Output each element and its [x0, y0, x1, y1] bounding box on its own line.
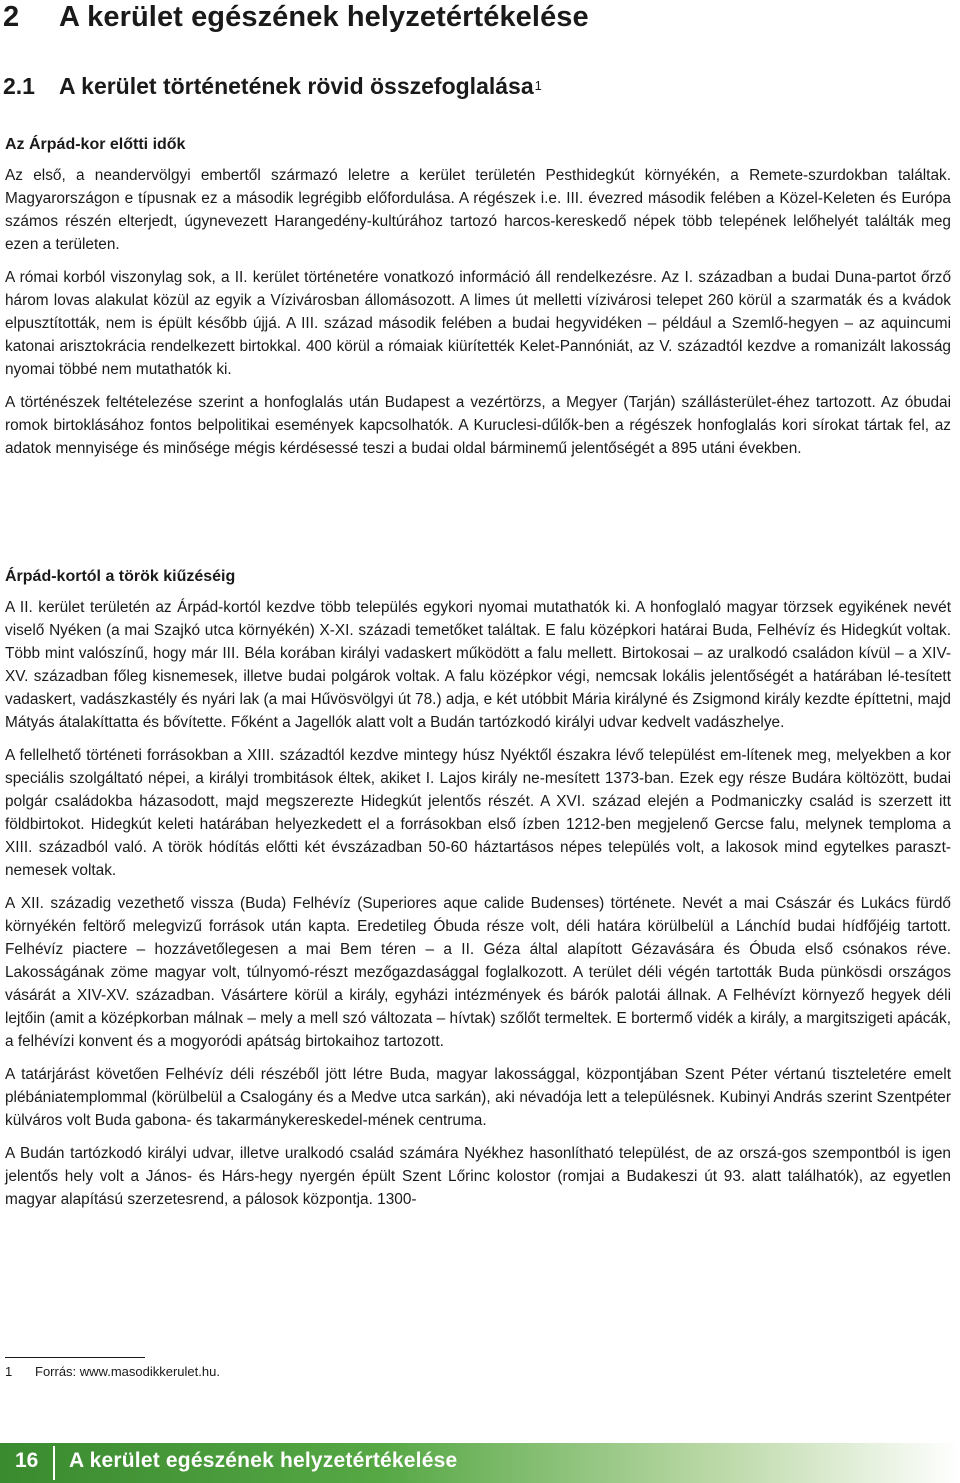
footnote-text: Forrás: www.masodikkerulet.hu.: [35, 1364, 220, 1379]
footer-divider: [53, 1446, 55, 1480]
footnote-reference[interactable]: 1: [534, 78, 542, 93]
subheading-arpad-to-ottoman: Árpád-kortól a török kiűzéséig: [5, 568, 236, 585]
paragraph: Az első, a neandervölgyi embertől származó leletre a kerület területén Pesthidegkút környékén, a Remete-szurdokban találtak. Magyarországon e típusnak ez a második legrégibb előfordulása. A régészek i.e. III. évezred második felében a Közel-Keleten és Európa számos részén elterjedt, úgynevezett Harangedény-kultúrához tartozó harcos-kereskedő népek több telepének lelőhelyét találták meg ezen a területen.: [5, 167, 951, 253]
chapter-title: [3, 0, 589, 34]
section-part-2: [5, 565, 951, 1221]
footnote-divider: [5, 1357, 145, 1358]
paragraph: A tatárjárást követően Felhévíz déli részéből jött létre Buda, magyar lakossággal, központjában Szent Péter vértanú tiszteletére emelt plébániatemplommal (körülbelül a Csalogány és a Medve utca sarkán), aki névadója lett a településnek. Kubinyi András szerint Szentpéter külváros volt Buda gabona- és takarmánykereskedel-mének centruma.: [5, 1066, 951, 1129]
paragraph: A fellelhető történeti forrásokban a XIII. századtól kezdve mintegy húsz Nyéktől északra lévő települést em-lítenek meg, melyekben a kor speciális szolgáltató népei, a királyi trombitások éltek, akiket I. Lajos király ne-mesített 1373-ban. Ezek egy része Budára költözött, budai polgár családokba házasodott, majd megszerezte Hidegkút jelentős részét. A XVI. század elején a Podmaniczky család is szerzett itt földbirtokot. Hidegkút keleti határában helyezkedett el a forrásokban első ízben 1212-ben megjelenő Gercse falu, melynek temploma a XIII. századból való. A török hódítás előtti két évszázadban 50-60 háztartásos népes település volt, a lakosok mind egytelkes paraszt-nemesek voltak.: [5, 747, 951, 879]
section-number: 2.1: [3, 73, 35, 99]
chapter-title-text: A kerület egészének helyzetértékelése: [59, 1, 589, 33]
section-title: [3, 72, 542, 100]
footnote: [5, 1363, 220, 1381]
paragraph: A történészek feltételezése szerint a honfoglalás után Budapest a vezértörzs, a Megyer (Tarján) szállásterület-éhez tartozott. Az óbudai romok birtoklásához fontos belpolitikai események kapcsolhatók. A Kuruclesi-dűlők-ben a régészek honfoglalás kori sírokat tártak fel, az adatok mennyisége és minősége mégis kérdésessé teszi a budai oldal bárminemű jelentőségét a 895 utáni években.: [5, 394, 951, 457]
subheading-pre-arpad: Az Árpád-kor előtti idők: [5, 136, 186, 153]
section-part-1: [5, 133, 951, 470]
paragraph: A XII. századig vezethető vissza (Buda) Felhévíz (Superiores aque calide Budenses) története. Nevét a mai Császár és Lukács fürdő környékén feltörő melegvizű források után kapta. Eredetileg Óbuda része volt, déli határa körülbelül a Lánchíd budai hídfőjéig tartott. Felhévíz piactere – hozzávetőlegesen a mai Bem téren – a II. Géza által alapított Gézavására és Óbuda első csónakos réve. Lakosságának zöme magyar volt, túlnyomó-részt mezőgazdasággal foglalkozott. A terület déli végén tartották Buda pünkösdi országos vásárát a XIV-XV. században. Vásártere körül a király, egyházi intézmények és bárók palotái állnak. A Felhévízt környező hegyek déli lejtőin (amit a középkorban málnak – mely a mell szó változata – hívtak) szőlőt termeltek. E bortermő vidék a király, a margitszigeti apácák, a felhévízi konvent és a mogyoródi apátság birtokaihoz tartozott.: [5, 895, 951, 1050]
section-title-text: A kerület történetének rövid összefoglalása: [59, 73, 534, 99]
chapter-number: 2: [3, 1, 20, 33]
paragraph: A Budán tartózkodó királyi udvar, illetve uralkodó család számára Nyékhez hasonlítható települést, de az orszá-gos szempontból is igen jelentős hely volt a János- és Hárs-hegy nyergén épült Szent Lőrinc kolostor (romjai a Budakeszi út 93. alatt találhatók), az egyetlen magyar alapítású szerzetesrend, a pálosok központja. 1300-: [5, 1145, 951, 1208]
footer-title: A kerület egészének helyzetértékelése: [69, 1449, 458, 1472]
paragraph: A római korból viszonylag sok, a II. kerület történetére vonatkozó információ áll rendelkezésre. Az I. században a budai Duna-partot őrző három lovas alakulat közül az egyik a Vízivárosban állomásozott. A limes út melletti vízivárosi telepet 260 körül a szarmaták és a kvádok elpusztították, nem is épült később újjá. A III. század második felében a budai hegyvidéken – például a Szemlő-hegyen – az aquincumi katonai arisztokrácia rendelkezett birtokkal. 400 körül a rómaiak kiürítették Kelet-Pannóniát, az V. századtól kezdve a romanizált lakosság nyomai többé nem mutathatók ki.: [5, 269, 951, 378]
footnote-number: 1: [5, 1364, 13, 1379]
paragraph: A II. kerület területén az Árpád-kortól kezdve több település egykori nyomai mutathatók ki. A honfoglaló magyar törzsek egyikének nevét viselő Nyéken (a mai Szajkó utca környékén) X-XI. századi temetőket találtak. E falu középkori határai Buda, Felhévíz és Hidegkút voltak. Több mint valószínű, hogy már III. Béla korában királyi vadaskert működött a falu mellett. Birtokosai – az uralkodó családon kívül – a XIV-XV. században főleg kisnemesek, illetve budai polgárok voltak. A falu középkor végi, nemcsak lokális jelentőségét a határában lé-tesített vadaskert, vadászkastély és nyári lak (a mai Hűvösvölgyi út 78.) adja, e két utóbbit Mária királyné és Zsigmond király kezdte építtetni, majd Mátyás átalakíttatta és bővítette. Főként a Jagellók alatt volt a Budán tartózkodó királyi udvar kedvelt vadászhelye.: [5, 599, 951, 731]
page-number: 16: [15, 1449, 39, 1472]
